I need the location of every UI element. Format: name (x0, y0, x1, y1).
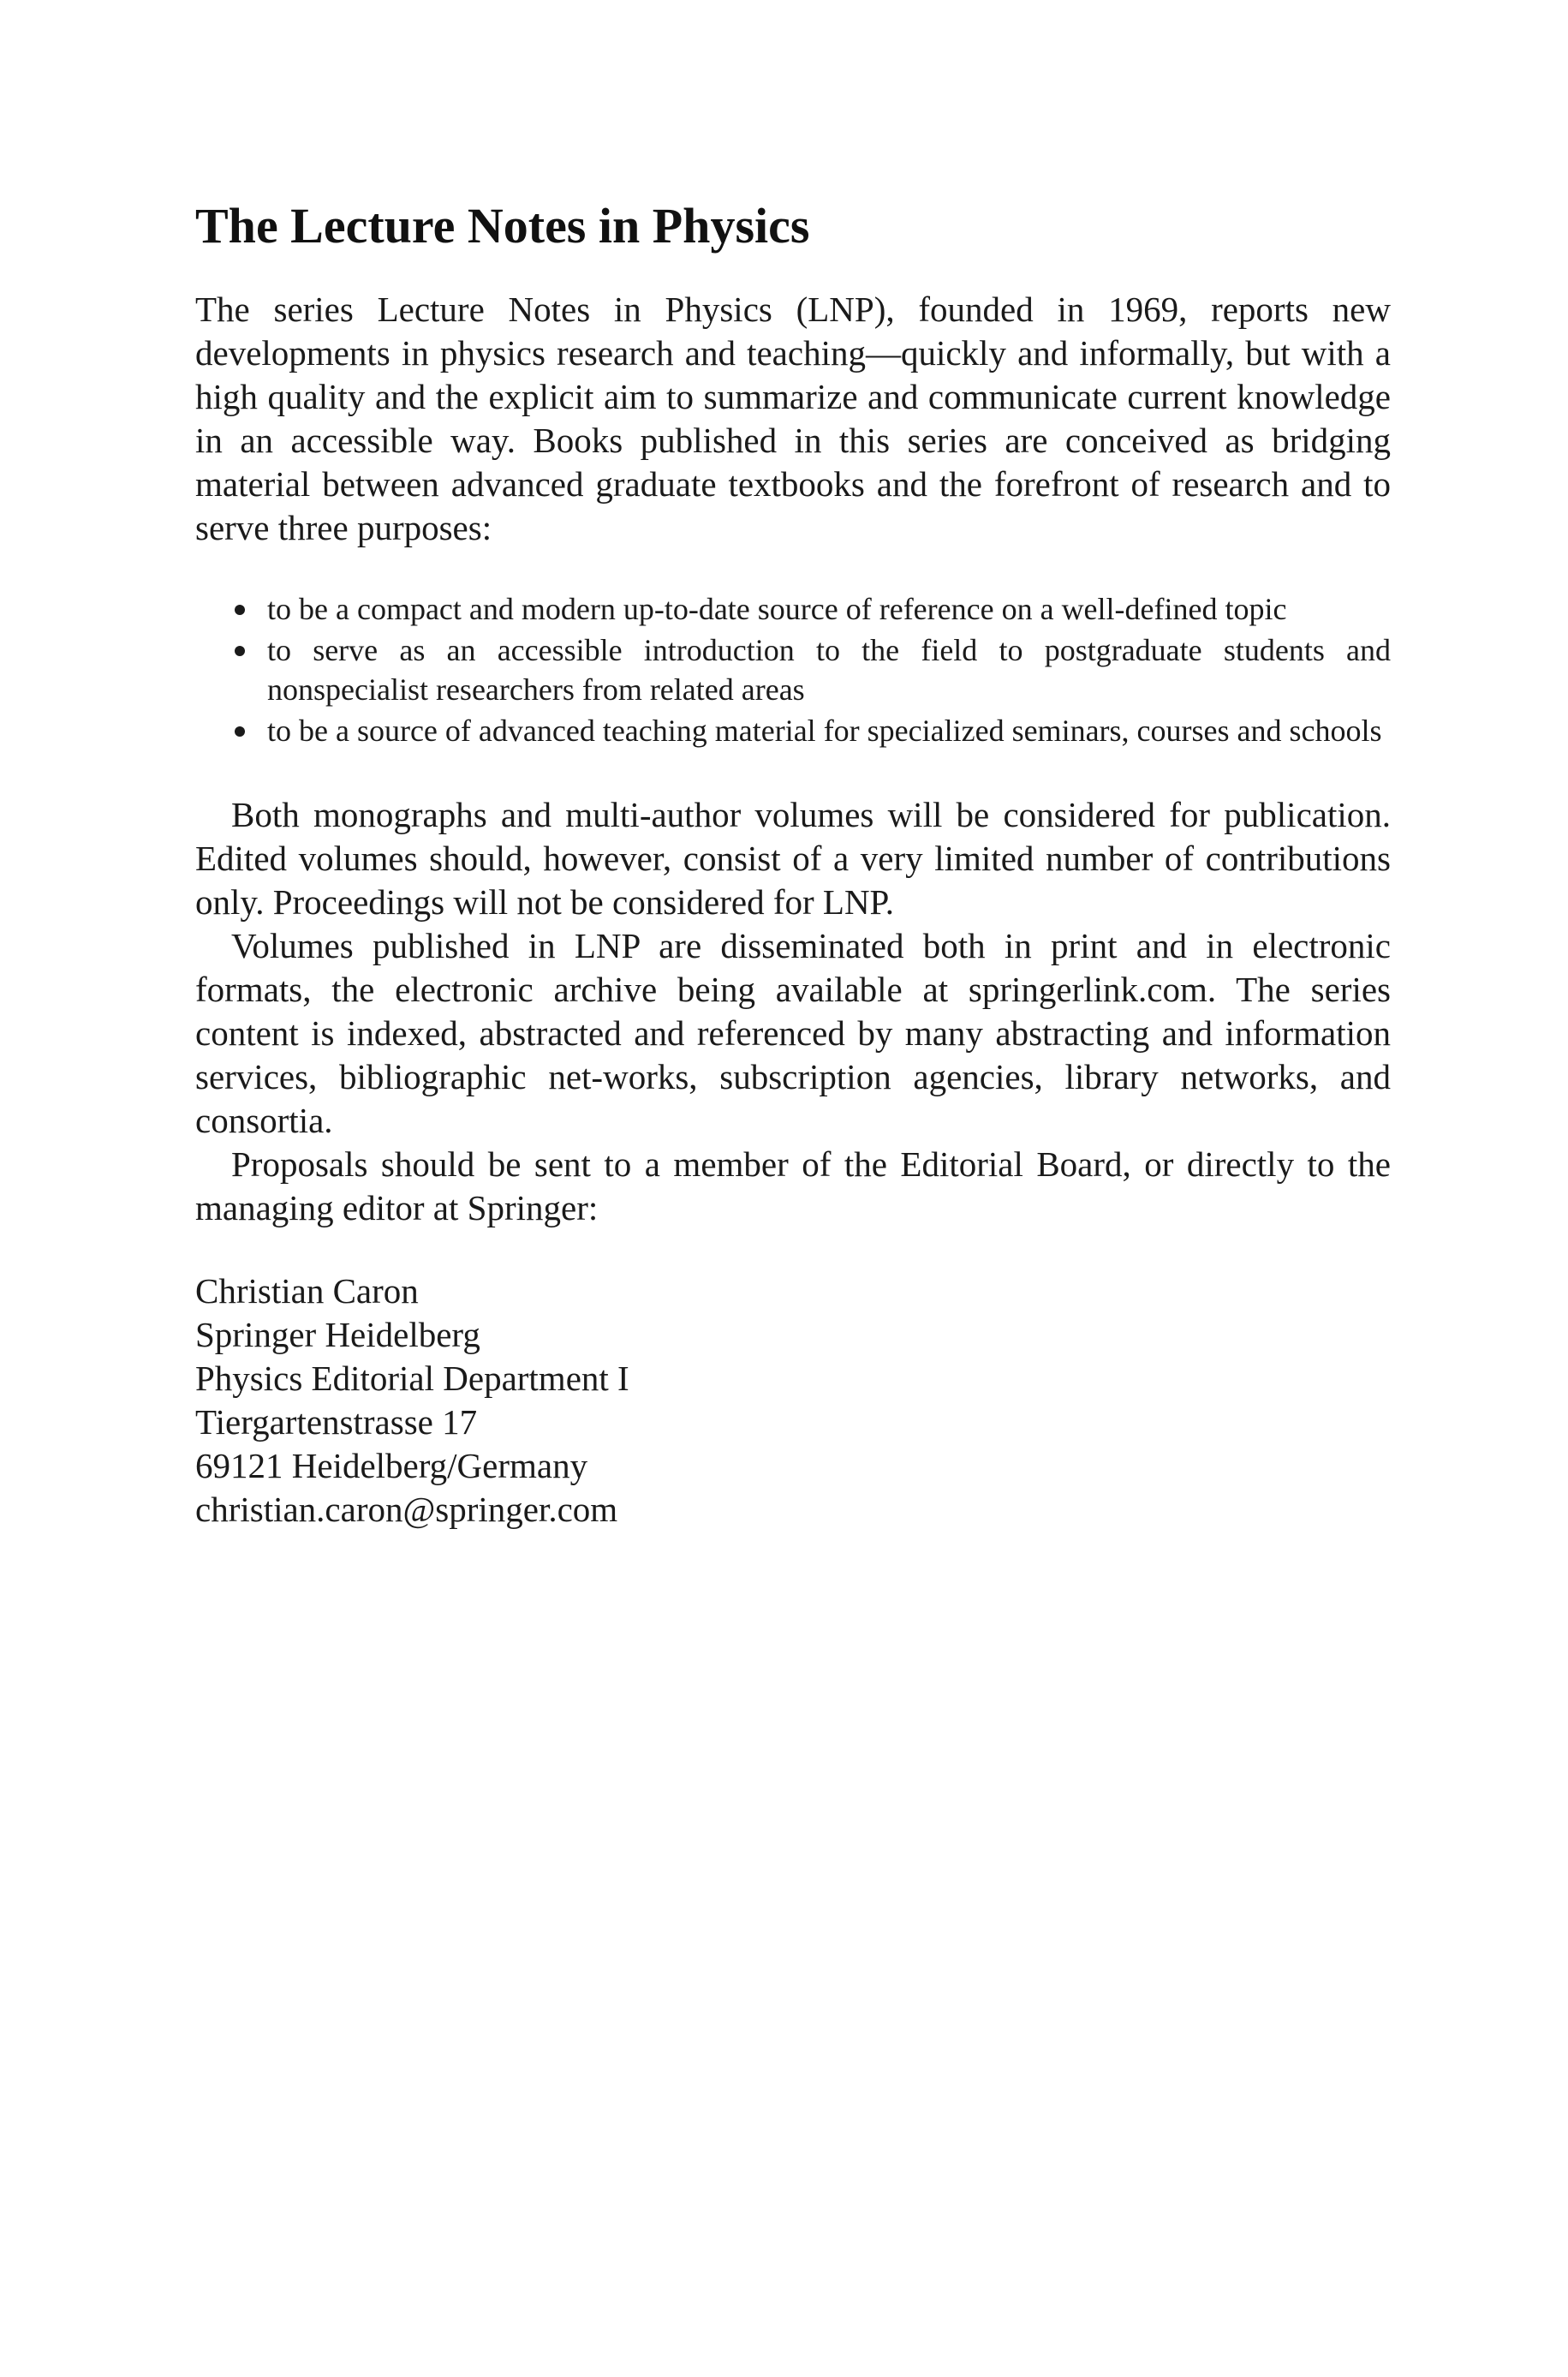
intro-paragraph: The series Lecture Notes in Physics (LNP), founded in 1969, reports new developments in physics research and teaching—quickly and informally, but with a high quality and the explicit aim to summarize and communicate current knowledge in an accessible way. Books published in this series are conceived as bridging material between advanced graduate textbooks and the forefront of research and to serve three purposes: (195, 289, 1391, 547)
contact-city: 69121 Heidelberg/Germany (195, 1445, 588, 1485)
publication-paragraph: Both monographs and multi-author volumes will be considered for publication. Edited volumes should, however, consist of a very limited number of contributions only. Proceedings will not be considered for LNP. (195, 794, 1391, 922)
list-item-text: to be a compact and modern up-to-date source of reference on a well-defined topic (267, 591, 1287, 626)
list-item-text: to be a source of advanced teaching material for specialized seminars, courses and schools (267, 713, 1382, 748)
proposals-paragraph: Proposals should be sent to a member of the Editorial Board, or directly to the managing editor at Springer: (195, 1144, 1391, 1227)
page-title: The Lecture Notes in Physics (195, 198, 810, 254)
bullet-icon (235, 726, 245, 737)
list-item (231, 589, 1391, 629)
contact-name: Christian Caron (195, 1270, 419, 1311)
contact-department: Physics Editorial Department I (195, 1358, 629, 1398)
list-item (231, 711, 1391, 750)
purposes-list (195, 589, 1391, 750)
bullet-icon (235, 605, 245, 615)
contact-address (195, 1269, 1391, 1532)
bullet-icon (235, 646, 245, 656)
contact-organization: Springer Heidelberg (195, 1314, 480, 1354)
contact-street: Tiergartenstrasse 17 (195, 1401, 478, 1442)
document-page (195, 199, 1391, 1532)
dissemination-paragraph: Volumes published in LNP are disseminated both in print and in electronic formats, the electronic archive being available at springerlink.com. The series content is indexed, abstracted and referenced by many abstracting and information services, bibliographic net-works, subscription agencies, library networks, and consortia. (195, 925, 1391, 1140)
list-item-text: to serve as an accessible introduction to the field to postgraduate students and nonspecialist researchers from related areas (267, 632, 1391, 707)
list-item (231, 630, 1391, 709)
contact-email[interactable]: christian.caron@springer.com (195, 1489, 618, 1529)
